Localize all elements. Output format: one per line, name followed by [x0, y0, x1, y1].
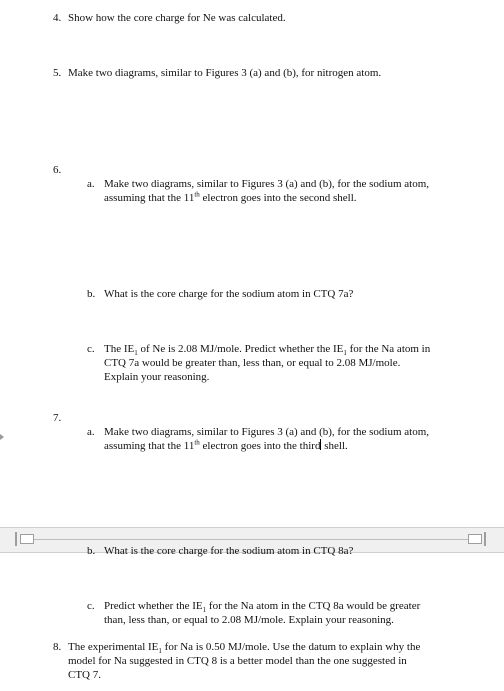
item-text-line: assuming that the 11th electron goes into the third shell. — [104, 438, 348, 452]
question-number: 8. — [53, 641, 62, 653]
question-6-number: 6. — [53, 164, 62, 176]
question-4 — [53, 11, 286, 25]
item-text-line: than, less than, or equal to 2.08 MJ/mole. Explain your reasoning. — [104, 614, 394, 626]
question-7-number: 7. — [53, 412, 62, 424]
item-text-line: Explain your reasoning. — [104, 371, 210, 383]
question-7c — [87, 599, 421, 626]
question-7a — [87, 425, 430, 452]
left-margin-marker-icon — [0, 434, 4, 440]
item-text-line: Make two diagrams, similar to Figures 3 (a) and (b), for the sodium atom, — [104, 426, 430, 438]
item-label: b. — [87, 545, 96, 557]
item-text-line: Make two diagrams, similar to Figures 3 (a) and (b), for the sodium atom, — [104, 178, 430, 190]
question-6c — [87, 342, 431, 383]
item-label: c. — [87, 600, 95, 612]
question-6b — [87, 287, 354, 301]
item-label: c. — [87, 343, 95, 355]
page-break-grip-icon — [15, 532, 17, 546]
page-break-grip-icon — [484, 532, 486, 546]
question-number: 4. — [53, 12, 62, 24]
question-6a — [87, 177, 430, 204]
question-number: 5. — [53, 67, 62, 79]
question-text-line: model for Na suggested in CTQ 8 is a better model than the one suggested in — [68, 655, 407, 667]
page-break-line — [34, 539, 468, 540]
item-label: a. — [87, 426, 95, 438]
question-8 — [53, 640, 421, 681]
page-break-handle-right-icon[interactable] — [468, 534, 482, 544]
item-text-line: CTQ 7a would be greater than, less than, or equal to 2.08 MJ/mole. — [104, 357, 401, 369]
item-text-line: Predict whether the $IE_1$ for the Na atom in the CTQ 8a would be greater — [104, 600, 421, 615]
question-7b — [87, 544, 354, 558]
item-label: b. — [87, 288, 96, 300]
item-text: What is the core charge for the sodium atom in CTQ 8a? — [104, 545, 354, 557]
question-text: Make two diagrams, similar to Figures 3 (a) and (b), for nitrogen atom. — [68, 67, 382, 79]
page-break-handle-left-icon[interactable] — [20, 534, 34, 544]
item-text-line: The $IE_1$ of Ne is 2.08 MJ/mole. Predict whether the $IE_1$ for the Na atom in — [104, 343, 431, 358]
item-text: What is the core charge for the sodium atom in CTQ 7a? — [104, 288, 354, 300]
item-text-line: assuming that the 11th electron goes into the second shell. — [104, 190, 357, 204]
item-label: a. — [87, 178, 95, 190]
question-text: Show how the core charge for Ne was calculated. — [68, 12, 286, 24]
question-text-line: CTQ 7. — [68, 669, 101, 681]
question-5 — [53, 66, 382, 80]
question-text-line: The experimental $IE_1$ for Na is 0.50 MJ/mole. Use the datum to explain why the — [68, 641, 421, 656]
